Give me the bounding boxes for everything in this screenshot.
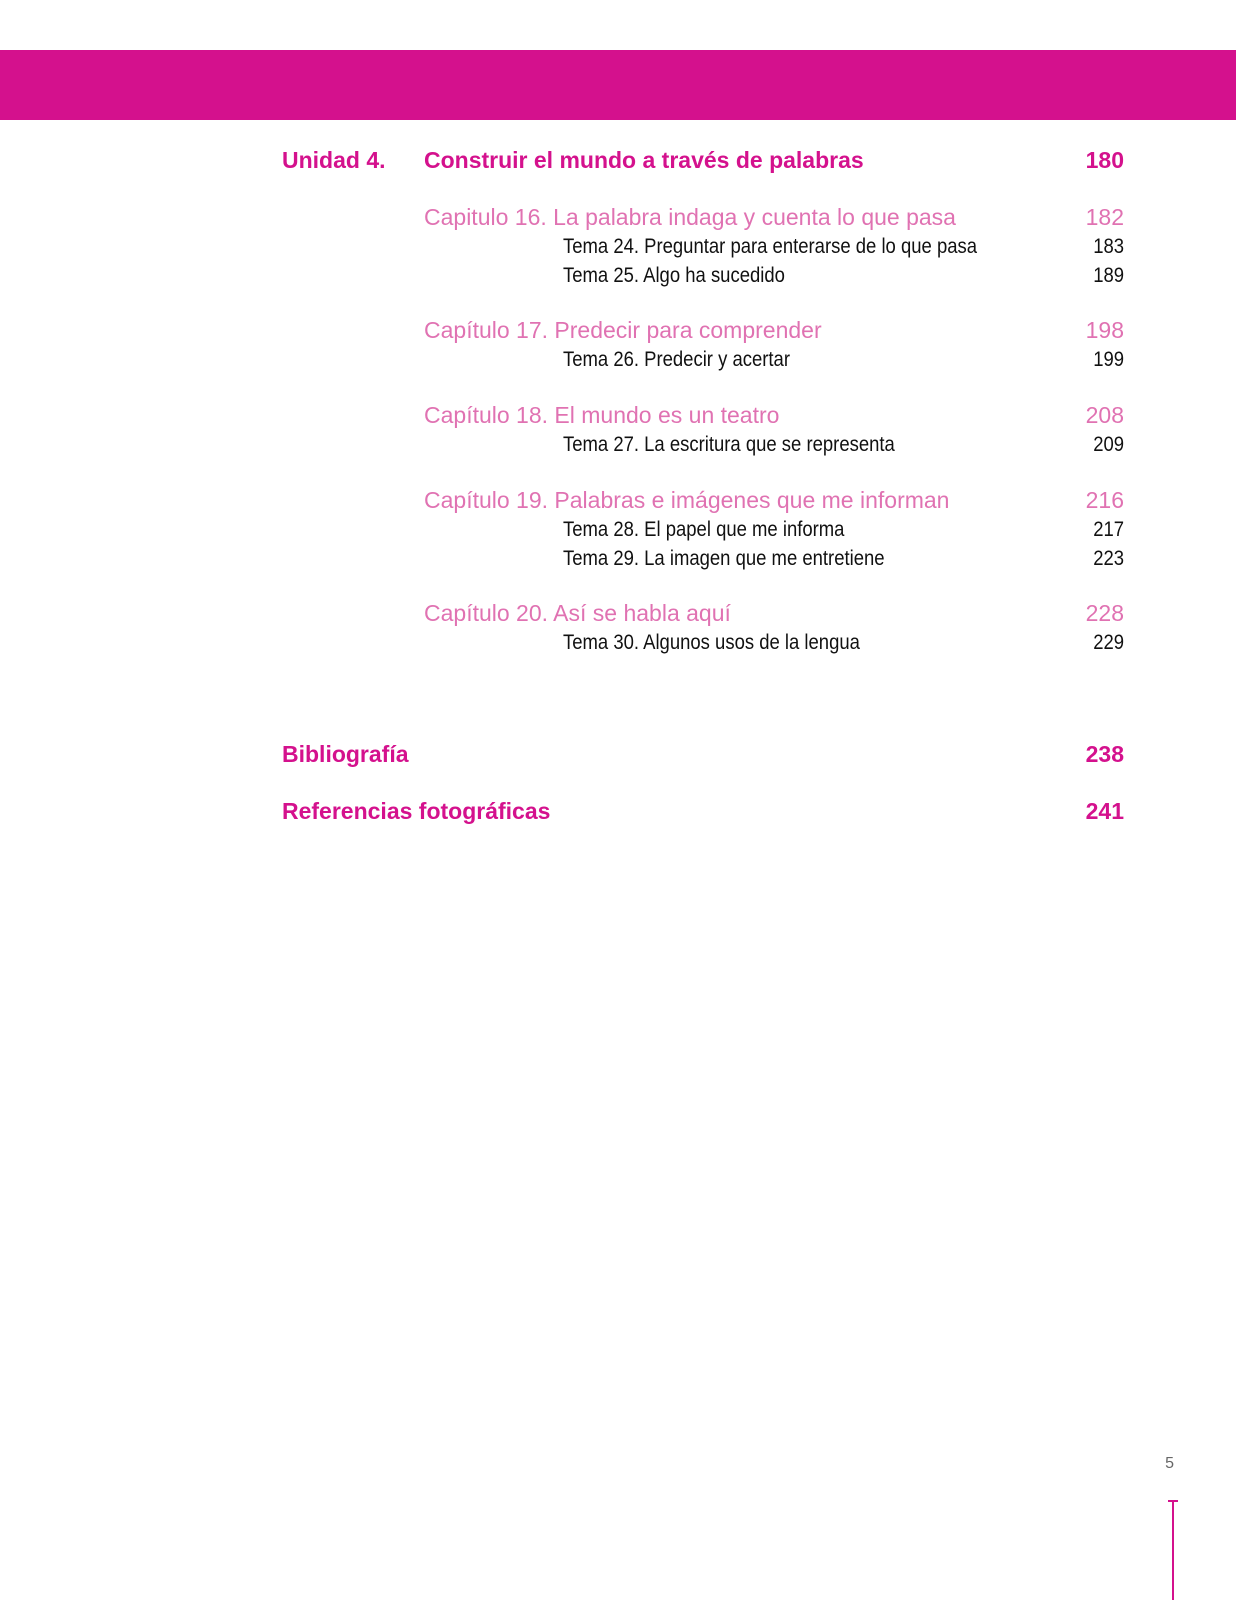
- chapter-title: Capítulo 19. Palabras e imágenes que me informan: [424, 487, 950, 513]
- unit-page: 180: [1085, 147, 1124, 173]
- tema-title: Tema 24. Preguntar para enterarse de lo que pasa: [563, 235, 978, 258]
- tema-page: 217: [1093, 518, 1124, 541]
- tema-entry[interactable]: [0, 264, 1236, 304]
- chapter-page: 228: [1085, 600, 1124, 626]
- unit-heading[interactable]: [0, 147, 1236, 187]
- tema-page: 199: [1093, 348, 1124, 371]
- tema-page: 229: [1093, 631, 1124, 654]
- page-number: 5: [1165, 1455, 1174, 1472]
- header-color-band: [0, 50, 1236, 120]
- photo-references-page: 241: [1085, 798, 1124, 824]
- chapter-title: Capítulo 18. El mundo es un teatro: [424, 402, 780, 428]
- tema-title: Tema 30. Algunos usos de la lengua: [563, 631, 860, 654]
- tema-entry[interactable]: [0, 631, 1236, 671]
- chapter-page: 208: [1085, 402, 1124, 428]
- chapter-title: Capitulo 16. La palabra indaga y cuenta lo que pasa: [424, 204, 956, 230]
- tema-title: Tema 26. Predecir y acertar: [563, 348, 790, 371]
- tema-page: 223: [1093, 547, 1124, 570]
- tema-page: 183: [1093, 235, 1124, 258]
- chapter-page: 216: [1085, 487, 1124, 513]
- photo-references-entry[interactable]: [0, 798, 1236, 838]
- unit-title: Construir el mundo a través de palabras: [424, 147, 864, 173]
- tema-entry[interactable]: [0, 348, 1236, 388]
- tema-title: Tema 28. El papel que me informa: [563, 518, 845, 541]
- tema-page: 189: [1093, 264, 1124, 287]
- unit-label: Unidad 4.: [282, 147, 386, 173]
- chapter-page: 182: [1085, 204, 1124, 230]
- tema-entry[interactable]: [0, 547, 1236, 587]
- tema-title: Tema 25. Algo ha sucedido: [563, 264, 785, 287]
- tema-page: 209: [1093, 433, 1124, 456]
- bibliography-entry[interactable]: [0, 741, 1236, 781]
- tema-entry[interactable]: [0, 433, 1236, 473]
- chapter-title: Capítulo 17. Predecir para comprender: [424, 317, 822, 343]
- tema-title: Tema 29. La imagen que me entretiene: [563, 547, 885, 570]
- tema-title: Tema 27. La escritura que se representa: [563, 433, 895, 456]
- bibliography-title: Bibliografía: [282, 741, 409, 767]
- chapter-title: Capítulo 20. Así se habla aquí: [424, 600, 731, 626]
- bibliography-page: 238: [1085, 741, 1124, 767]
- photo-references-title: Referencias fotográficas: [282, 798, 551, 824]
- edge-marker-line: [1172, 1500, 1174, 1600]
- chapter-page: 198: [1085, 317, 1124, 343]
